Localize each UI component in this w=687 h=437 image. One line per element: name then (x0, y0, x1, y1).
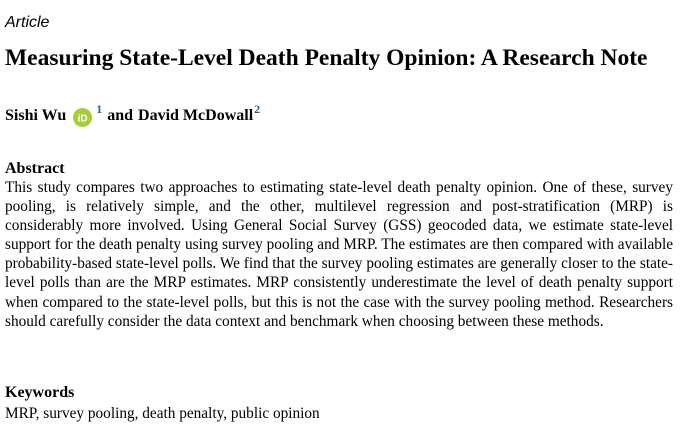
author-name: Sishi Wu (5, 107, 67, 124)
abstract-heading: Abstract (5, 160, 65, 177)
keywords-text: MRP, survey pooling, death penalty, public opinion (5, 405, 320, 422)
affiliation-marker[interactable]: 1 (96, 102, 103, 116)
author-list (5, 102, 261, 127)
affiliation-marker[interactable]: 2 (254, 102, 261, 116)
article-title: Measuring State-Level Death Penalty Opinion: A Research Note (5, 45, 648, 71)
article-type-label: Article (5, 14, 50, 31)
orcid-icon[interactable] (73, 108, 92, 127)
orcid-icon-glyph: iD (77, 112, 88, 124)
keywords-heading: Keywords (5, 384, 75, 401)
author-name: David McDowall (138, 107, 254, 124)
abstract-text: This study compares two approaches to estimating state-level death penalty opinion. One of these, survey pooling, is relatively simple, and the other, multilevel regression and post-stratification (MRP) is considerably more involved. Using General Social Survey (GSS) geocoded data, we estimate state-level support for the death penalty using survey pooling and MRP. The estimates are then compared with available probability-based state-level polls. We find that the survey pooling estimates are generally closer to the state-level polls than are the MRP estimates. MRP consistently underestimate the level of death penalty support when compared to the state-level polls, but this is not the case with the survey pooling method. Researchers should carefully consider the data context and benchmark when choosing between these methods. (5, 179, 673, 330)
author-connector: and (107, 107, 134, 124)
